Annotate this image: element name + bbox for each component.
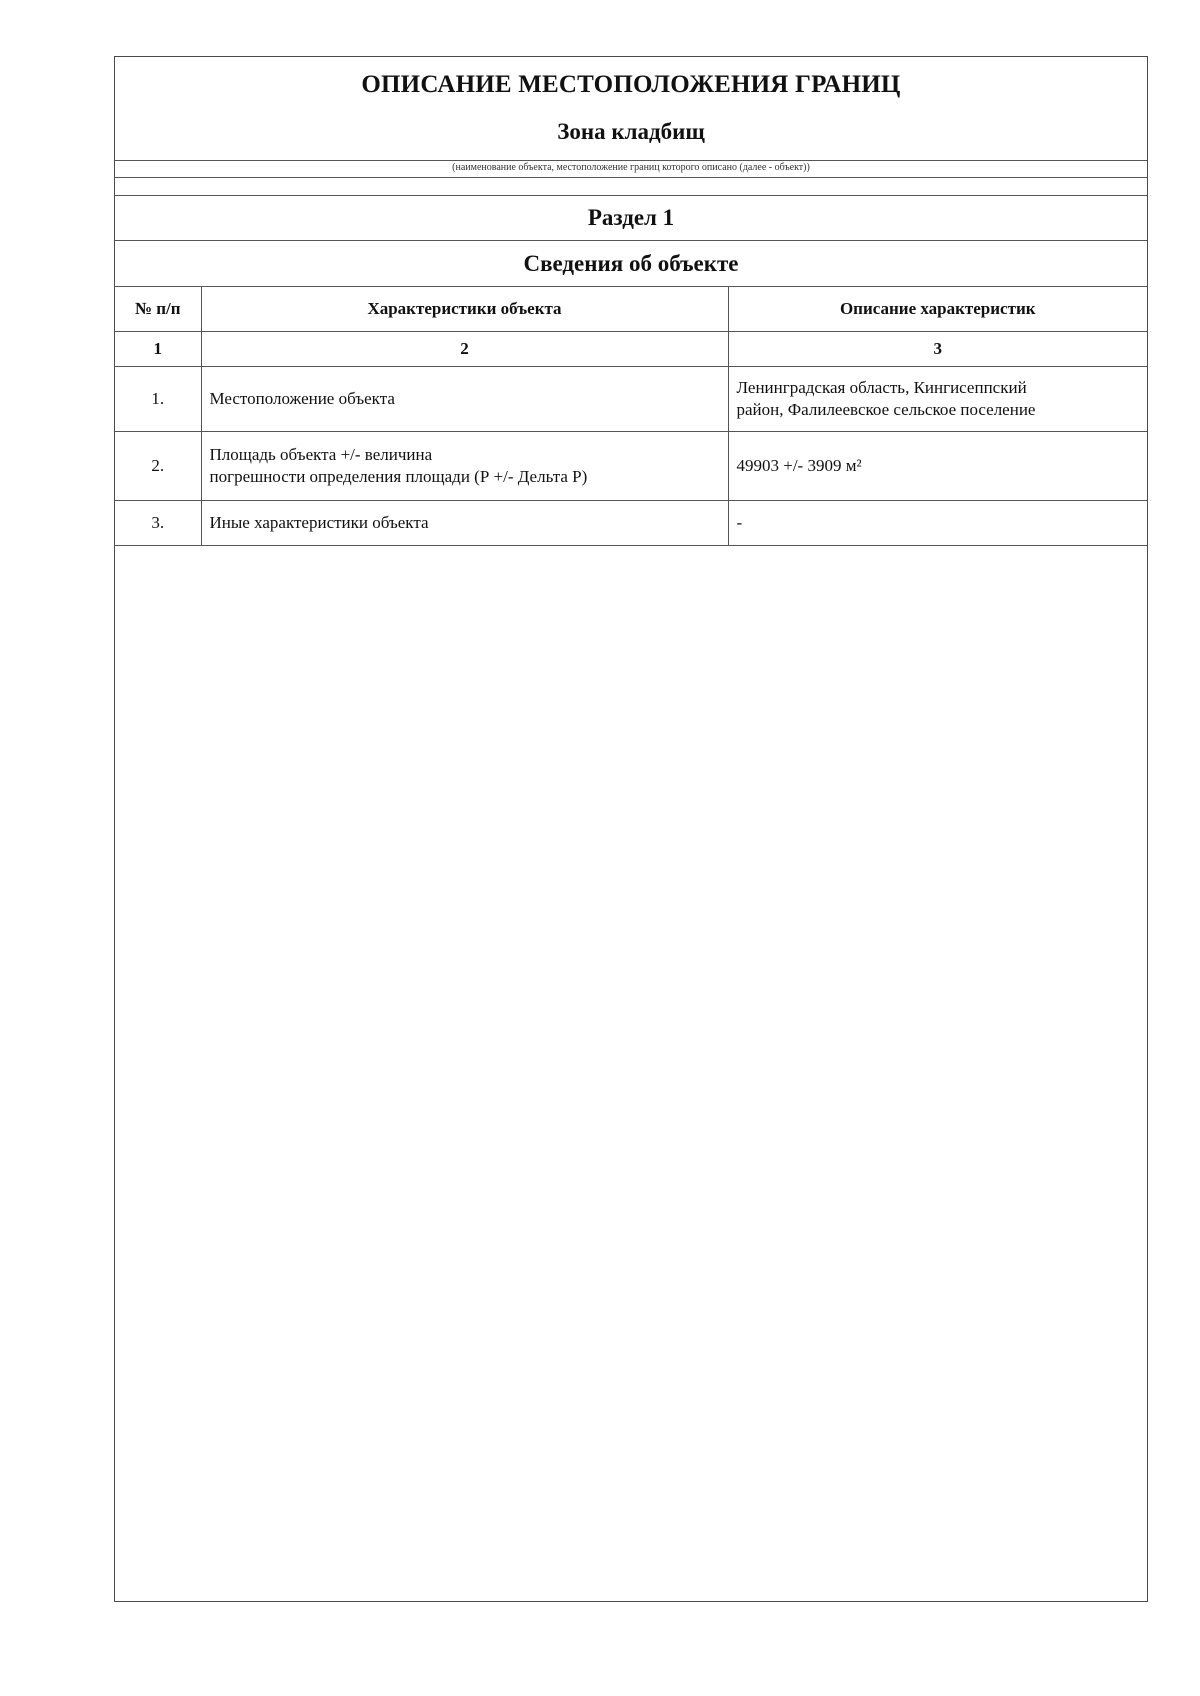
- row-characteristic: [201, 367, 728, 432]
- divider: [115, 177, 1147, 178]
- section-subtitle: Сведения об объекте: [523, 251, 739, 276]
- object-caption: (наименование объекта, местоположение границ которого описано (далее - объект)): [452, 162, 810, 173]
- header-description: Описание характеристик: [728, 287, 1147, 332]
- header-number: № п/п: [115, 287, 201, 332]
- object-name: Зона кладбищ: [557, 119, 705, 144]
- column-number-row: [115, 332, 1147, 367]
- row-description: [728, 501, 1147, 546]
- object-info-table: [115, 286, 1147, 546]
- row-description: [728, 367, 1147, 432]
- row-characteristic: [201, 432, 728, 501]
- column-number: 2: [201, 332, 728, 367]
- row-description-line: -: [736, 513, 743, 532]
- table-row: [115, 367, 1147, 432]
- table-row: [115, 432, 1147, 501]
- row-characteristic-line: погрешности определения площади (Р +/- Дельта Р): [209, 467, 588, 486]
- row-description-line: 49903 +/- 3909 м²: [736, 456, 862, 475]
- row-characteristic-line: Площадь объекта +/- величина: [209, 445, 433, 464]
- document-page: [114, 56, 1148, 1602]
- row-characteristic-line: Иные характеристики объекта: [209, 513, 429, 532]
- column-number: 3: [728, 332, 1147, 367]
- row-description-line: Ленинградская область, Кингисеппский: [736, 378, 1027, 397]
- section-title: Раздел 1: [587, 205, 675, 230]
- row-number: 2.: [115, 432, 201, 501]
- row-description-line: район, Фалилеевское сельское поселение: [736, 400, 1036, 419]
- column-number: 1: [115, 332, 201, 367]
- row-number: 1.: [115, 367, 201, 432]
- table-header-row: [115, 287, 1147, 332]
- document-title: ОПИСАНИЕ МЕСТОПОЛОЖЕНИЯ ГРАНИЦ: [361, 71, 901, 98]
- table-row: [115, 501, 1147, 546]
- row-number: 3.: [115, 501, 201, 546]
- row-characteristic: [201, 501, 728, 546]
- row-characteristic-line: Местоположение объекта: [209, 389, 395, 408]
- row-description: [728, 432, 1147, 501]
- header-characteristics: Характеристики объекта: [201, 287, 728, 332]
